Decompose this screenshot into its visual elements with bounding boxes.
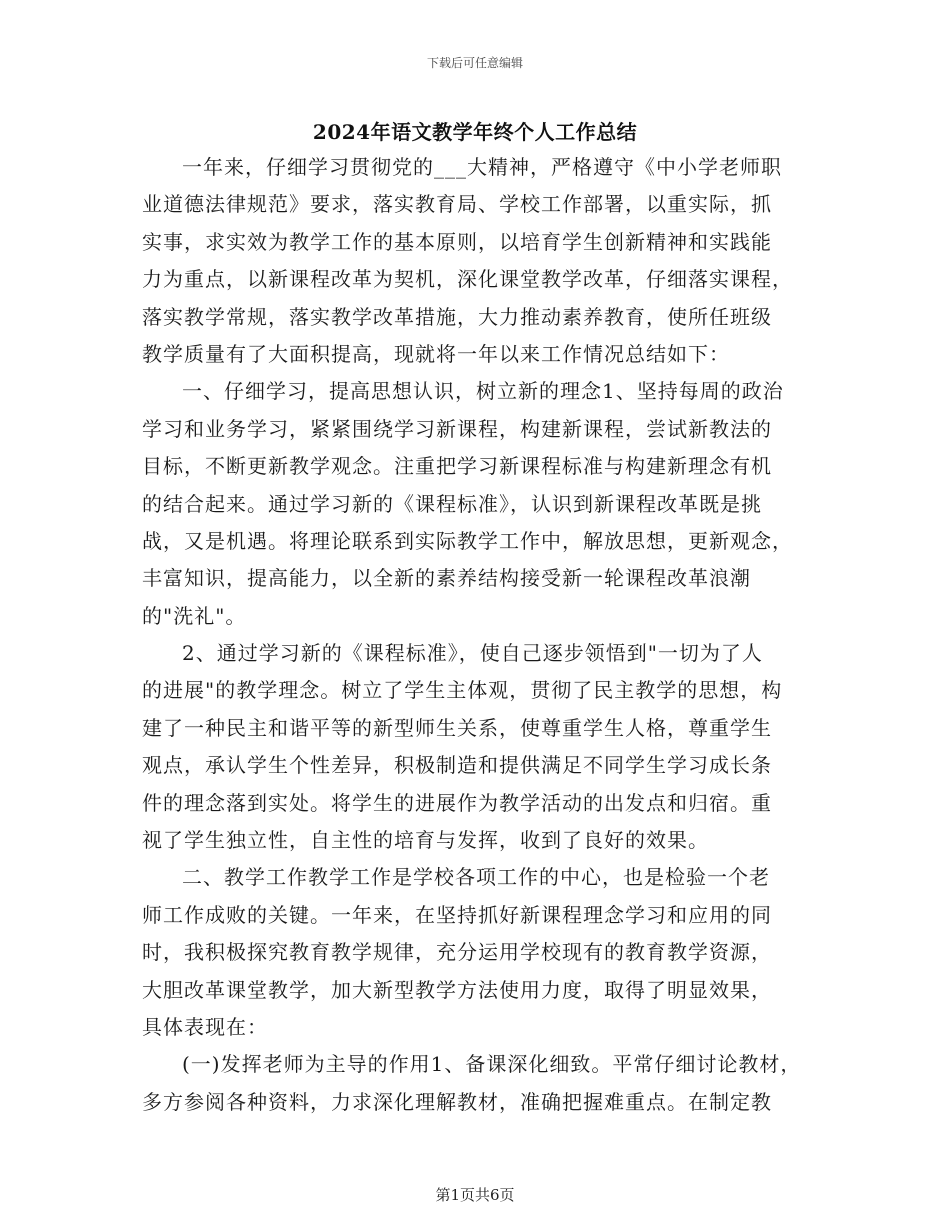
- body-line: 一年来，仔细学习贯彻党的___大精神，严格遵守《中小学老师职: [182, 155, 782, 179]
- body-line: 大胆改革课堂教学，加大新型教学方法使用力度，取得了明显效果，: [142, 977, 772, 1002]
- body-line: 时，我积极探究教育教学规律，充分运用学校现有的教育教学资源，: [142, 940, 772, 965]
- body-line: 目标，不断更新教学观念。注重把学习新课程标准与构建新理念有机: [142, 454, 772, 479]
- body-line: 学习和业务学习，紧紧围绕学习新课程，构建新课程，尝试新教法的: [142, 416, 772, 441]
- body-line: 2、通过学习新的《课程标准》，使自己逐步领悟到"一切为了人: [182, 641, 763, 666]
- document-title: 2024年语文教学年终个人工作总结: [312, 120, 638, 144]
- body-line: 师工作成败的关键。一年来，在坚持抓好新课程理念学习和应用的同: [142, 902, 772, 927]
- body-line: 落实教学常规，落实教学改革措施，大力推动素养教育，使所任班级: [142, 304, 772, 329]
- body-line: 业道德法律规范》要求，落实教育局、学校工作部署，以重实际，抓: [142, 192, 772, 217]
- body-line: 多方参阅各种资料，力求深化理解教材，准确把握难重点。在制定教: [142, 1089, 772, 1114]
- body-line: 具体表现在：: [142, 1014, 268, 1039]
- header-note: 下载后可任意编辑: [426, 56, 523, 70]
- body-line: 丰富知识，提高能力，以全新的素养结构接受新一轮课程改革浪潮: [142, 566, 751, 591]
- body-line: 实事，求实效为教学工作的基本原则，以培育学生创新精神和实践能: [142, 229, 772, 254]
- body-line: 的进展"的教学理念。树立了学生主体观，贯彻了民主教学的思想，构: [142, 678, 783, 703]
- body-line: 视了学生独立性，自主性的培育与发挥，收到了良好的效果。: [142, 828, 709, 853]
- body-line: 观点，承认学生个性差异，积极制造和提供满足不同学生学习成长条: [142, 753, 772, 778]
- body-line: 教学质量有了大面积提高，现就将一年以来工作情况总结如下：: [142, 341, 730, 366]
- body-line: 二、教学工作教学工作是学校各项工作的中心，也是检验一个老: [182, 865, 770, 890]
- body-line: 力为重点，以新课程改革为契机，深化课堂教学改革，仔细落实课程，: [142, 267, 793, 292]
- body-line: 的"洗礼"。: [142, 603, 247, 628]
- body-line: 件的理念落到实处。将学生的进展作为教学活动的出发点和归宿。重: [142, 790, 772, 815]
- body-line: 的结合起来。通过学习新的《课程标准》，认识到新课程改革既是挑: [142, 491, 762, 516]
- body-line: 一、仔细学习，提高思想认识，树立新的理念1、坚持每周的政治: [182, 379, 784, 404]
- body-line: 建了一种民主和谐平等的新型师生关系，使尊重学生人格，尊重学生: [142, 715, 772, 740]
- body-line: (一)发挥老师为主导的作用1、备课深化细致。平常仔细讨论教材，: [182, 1052, 802, 1077]
- document-body: [142, 149, 812, 1121]
- page-footer: 第1页共6页: [435, 1186, 515, 1204]
- body-line: 战，又是机遇。将理论联系到实际教学工作中，解放思想，更新观念，: [142, 528, 793, 553]
